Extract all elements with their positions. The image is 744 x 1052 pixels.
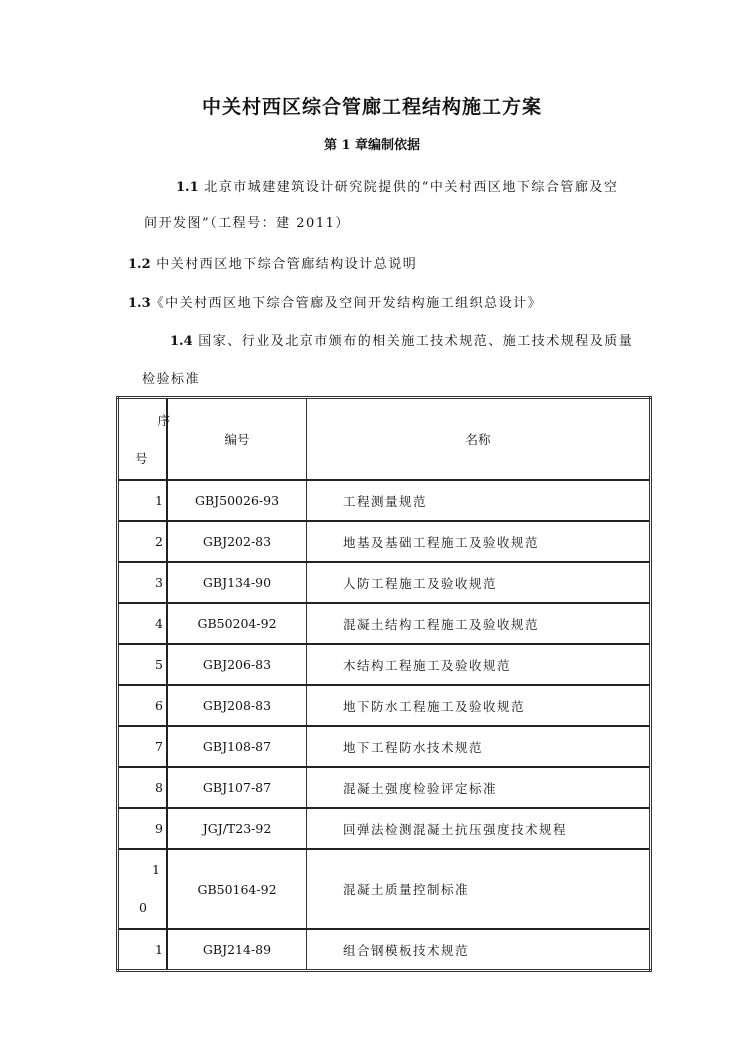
header-no-top: 序 [157, 413, 170, 428]
paragraph-1-2 [128, 253, 417, 272]
row-name: 混凝土强度检验评定标准 [307, 767, 651, 808]
row-code: GBJ208-83 [167, 685, 307, 726]
table-row [118, 808, 651, 849]
row-no: 1 [118, 480, 168, 521]
table-row [118, 603, 651, 644]
row-code: GBJ50026-93 [167, 480, 307, 521]
table-row [118, 562, 651, 603]
table-row [118, 929, 651, 971]
row-no-bottom: 0 [139, 900, 147, 915]
paragraph-text: 中关村西区地下综合管廊结构设计总说明 [156, 257, 418, 272]
row-name: 混凝土质量控制标准 [307, 849, 651, 929]
row-code: GB50204-92 [167, 603, 307, 644]
row-name: 地下工程防水技术规范 [307, 726, 651, 767]
table-row [118, 644, 651, 685]
paragraph-1-4-cont: 检验标准 [142, 372, 201, 387]
paragraph-1-3 [128, 292, 542, 311]
paragraph-text: 国家、行业及北京市颁布的相关施工技术规范、施工技术规程及质量 [198, 334, 634, 349]
table-header-row [118, 398, 651, 481]
header-code: 编号 [167, 398, 307, 481]
row-code: GBJ202-83 [167, 521, 307, 562]
row-name: 工程测量规范 [307, 480, 651, 521]
table-row [118, 685, 651, 726]
row-code: GBJ206-83 [167, 644, 307, 685]
row-no-top: 1 [152, 862, 160, 877]
table-row [118, 521, 651, 562]
paragraph-number: 1.4 [170, 334, 193, 349]
row-name: 组合钢模板技术规范 [307, 929, 651, 971]
row-code: GBJ108-87 [167, 726, 307, 767]
row-code: GBJ107-87 [167, 767, 307, 808]
row-name: 木结构工程施工及验收规范 [307, 644, 651, 685]
row-name: 人防工程施工及验收规范 [307, 562, 651, 603]
row-no: 1 [118, 929, 168, 971]
paragraph-number: 1.2 [128, 257, 151, 272]
paragraph-number: 1.3 [128, 296, 151, 311]
row-no: 6 [118, 685, 168, 726]
row-code: GB50164-92 [167, 849, 307, 929]
row-code: GBJ134-90 [167, 562, 307, 603]
paragraph-1-4 [170, 330, 633, 349]
chapter-heading: 第 1 章编制依据 [323, 138, 421, 153]
row-no: 4 [118, 603, 168, 644]
standards-table [116, 396, 652, 972]
paragraph-text: 《中关村西区地下综合管廊及空间开发结构施工组织总设计》 [150, 296, 543, 311]
row-no: 8 [118, 767, 168, 808]
table-row [118, 480, 651, 521]
row-name: 回弹法检测混凝土抗压强度技术规程 [307, 808, 651, 849]
row-code: JGJ/T23-92 [167, 808, 307, 849]
row-name: 地基及基础工程施工及验收规范 [307, 521, 651, 562]
table-row [118, 726, 651, 767]
row-name: 地下防水工程施工及验收规范 [307, 685, 651, 726]
header-no-bottom: 号 [135, 451, 148, 466]
paragraph-number: 1.1 [176, 180, 199, 195]
paragraph-text: 北京市城建建筑设计研究院提供的“中关村西区地下综合管廊及空 [204, 180, 619, 195]
document-title: 中关村西区综合管廊工程结构施工方案 [201, 96, 542, 118]
header-no [118, 398, 168, 481]
header-name: 名称 [307, 398, 651, 481]
row-no: 7 [118, 726, 168, 767]
row-no [118, 849, 168, 929]
paragraph-1-1 [176, 176, 618, 195]
table-row [118, 767, 651, 808]
row-name: 混凝土结构工程施工及验收规范 [307, 603, 651, 644]
row-code: GBJ214-89 [167, 929, 307, 971]
row-no: 3 [118, 562, 168, 603]
table-row [118, 849, 651, 929]
paragraph-1-1-cont: 间开发图”（工程号：建 2011） [144, 216, 350, 231]
row-no: 2 [118, 521, 168, 562]
row-no: 5 [118, 644, 168, 685]
row-no: 9 [118, 808, 168, 849]
